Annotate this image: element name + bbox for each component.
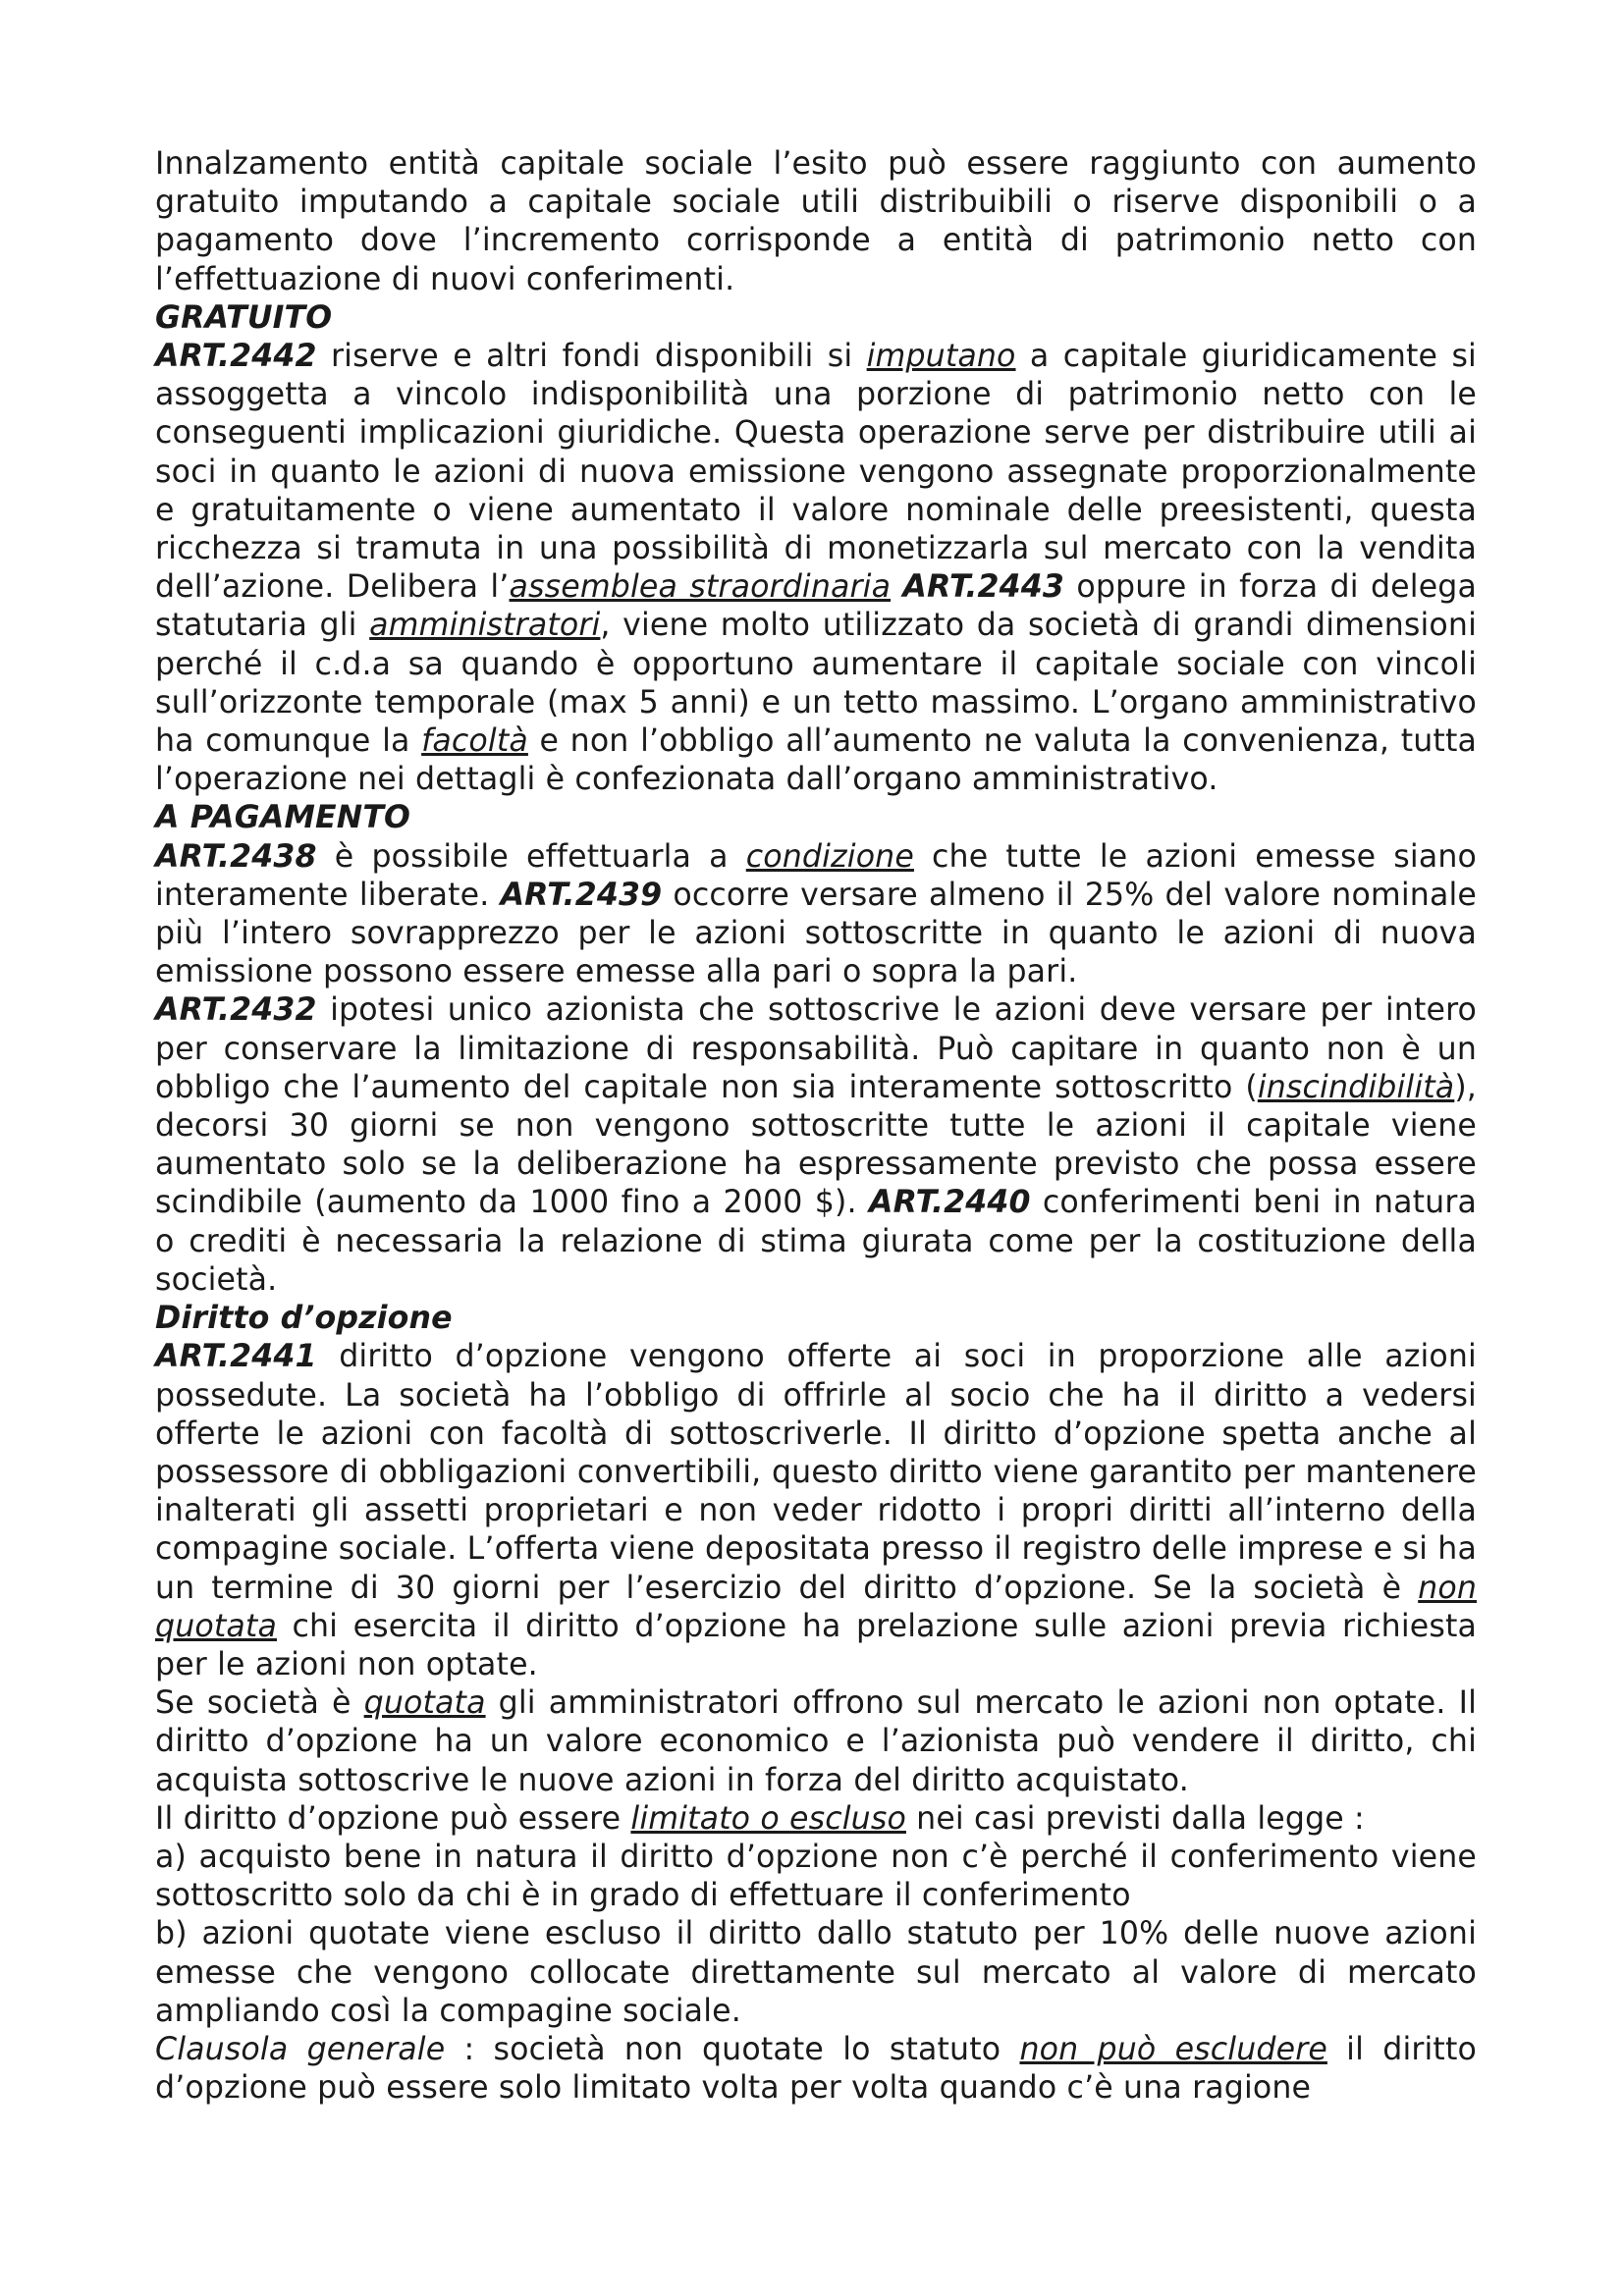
text-run: chi esercita il diritto d’opzione ha prelazione sulle azioni previa richiesta per le azioni non optate. <box>155 1608 1477 1682</box>
emphasized-term: limitato o escluso <box>630 1800 906 1837</box>
text-run: Innalzamento entità capitale sociale l’esito può essere raggiunto con aumento gratuito imputando a capitale sociale utili distribuibili o riserve disponibili o a pagamento dove l’incremento corrisponde a entità di patrimonio netto con l’effettuazione di nuovi conferimenti. <box>155 146 1477 297</box>
text-run: è possibile effettuarla a <box>316 838 746 875</box>
paragraph <box>155 145 1477 299</box>
text-run: gli amministratori offrono sul mercato le azioni non optate. Il diritto d’opzione ha un valore economico e l’azionista può vendere il diritto, chi acquista sottoscrive le nuove azioni in forza del diritto acquistato. <box>155 1685 1477 1798</box>
paragraph <box>155 2031 1477 2108</box>
emphasized-term: non quotata <box>155 1570 1477 1644</box>
text-run: e non l’obbligo all’aumento ne valuta la convenienza, tutta l’operazione nei dettagli è confezionata dall’organo amministrativo. <box>155 723 1477 798</box>
paragraph <box>155 991 1477 1300</box>
text-run: diritto d’opzione vengono offerte ai soci in proporzione alle azioni possedute. La società ha l’obbligo di offrirle al socio che ha il diritto a vedersi offerte le azioni con facoltà di sottoscriverle. Il diritto d’opzione spetta anche al possessore di obbligazioni convertibili, questo diritto viene garantito per mantenere inalterati gli assetti proprietari e non veder ridotto i propri diritti all’interno della compagine sociale. L’offerta viene depositata presso il registro delle imprese e si ha un termine di 30 giorni per l’esercizio del diritto d’opzione. Se la società è <box>155 1339 1477 1606</box>
text-run: : società non quotate lo statuto <box>445 2031 1020 2067</box>
article-reference: ART.2442 <box>155 339 317 375</box>
paragraph <box>155 1684 1477 1800</box>
paragraph <box>155 1800 1477 1839</box>
text-run: Il diritto d’opzione può essere <box>155 1800 631 1837</box>
emphasized-term: condizione <box>745 838 914 875</box>
article-reference: ART.2438 <box>155 838 317 875</box>
text-run: , viene molto utilizzato da società di grandi dimensioni perché il c.d.a sa quando è opportuno aumentare il capitale sociale con vincoli sull’orizzonte temporale (max 5 anni) e un tetto massimo. L’organo amministrativo ha comunque la <box>155 608 1477 760</box>
emphasized-term: inscindibilità <box>1257 1069 1455 1105</box>
document-page <box>155 145 1477 2108</box>
paragraph <box>155 838 1477 992</box>
emphasized-term: quotata <box>363 1685 486 1722</box>
text-run <box>891 569 902 605</box>
paragraph <box>155 338 1477 799</box>
text-run: a) acquisto bene in natura il diritto d’opzione non c’è perché il conferimento viene sottoscritto solo da chi è in grado di effettuare il conferimento <box>155 1839 1477 1914</box>
text-run: oppure in forza di delega statutaria gli <box>155 569 1477 644</box>
paragraph <box>155 1915 1477 2031</box>
text-run: riserve e altri fondi disponibili si <box>316 339 867 375</box>
text-run: ), decorsi 30 giorni se non vengono sottoscritte tutte le azioni il capitale viene aumentato solo se la deliberazione ha espressamente previsto che possa essere scindibile (aumento da 1000 fino a 2000 $). <box>155 1069 1477 1221</box>
section-heading: Diritto d’opzione <box>155 1301 453 1337</box>
text-run: conferimenti beni in natura o crediti è necessaria la relazione di stima giurata come per la costituzione della società. <box>155 1185 1477 1298</box>
emphasized-term: facoltà <box>421 723 528 760</box>
text-run: ipotesi unico azionista che sottoscrive le azioni deve versare per intero per conservare la limitazione di responsabilità. Può capitare in quanto non è un obbligo che l’aumento del capitale non sia interamente sottoscritto ( <box>155 992 1477 1105</box>
article-reference: ART.2439 <box>500 877 663 913</box>
article-reference: ART.2440 <box>868 1185 1031 1221</box>
italic-term: Clausola generale <box>155 2031 446 2067</box>
text-run: b) azioni quotate viene escluso il diritto dallo statuto per 10% delle nuove azioni emesse che vengono collocate direttamente sul mercato al valore di mercato ampliando così la compagine sociale. <box>155 1916 1477 2029</box>
text-run: Se società è <box>155 1685 364 1722</box>
article-reference: ART.2443 <box>902 569 1065 606</box>
article-reference: ART.2432 <box>155 992 317 1029</box>
text-run: occorre versare almeno il 25% del valore nominale più l’intero sovrapprezzo per le azioni sottoscritte in quanto le azioni di nuova emissione possono essere emesse alla pari o sopra la pari. <box>155 877 1477 990</box>
text-run: a capitale giuridicamente si assoggetta a vincolo indisponibilità una porzione di patrimonio netto con le conseguenti implicazioni giuridiche. Questa operazione serve per distribuire utili ai soci in quanto le azioni di nuova emissione vengono assegnate proporzionalmente e gratuitamente o viene aumentato il valore nominale delle preesistenti, questa ricchezza si tramuta in una possibilità di monetizzarla sul mercato con la vendita dell’azione. Delibera l’ <box>155 339 1477 606</box>
emphasized-term: imputano <box>866 339 1016 375</box>
emphasized-term: non può escludere <box>1019 2031 1327 2067</box>
paragraph <box>155 1338 1477 1684</box>
section-heading: A PAGAMENTO <box>155 800 411 836</box>
emphasized-term: assemblea straordinaria <box>509 569 892 606</box>
text-run: il diritto d’opzione può essere solo limitato volta per volta quando c’è una ragione <box>155 2031 1477 2107</box>
section-heading: GRATUITO <box>155 299 333 336</box>
text-run: nei casi previsti dalla legge : <box>905 1800 1365 1837</box>
article-reference: ART.2441 <box>155 1339 317 1375</box>
paragraph <box>155 1839 1477 1915</box>
emphasized-term: amministratori <box>369 608 601 644</box>
text-run: che tutte le azioni emesse siano interamente liberate. <box>155 838 1477 913</box>
